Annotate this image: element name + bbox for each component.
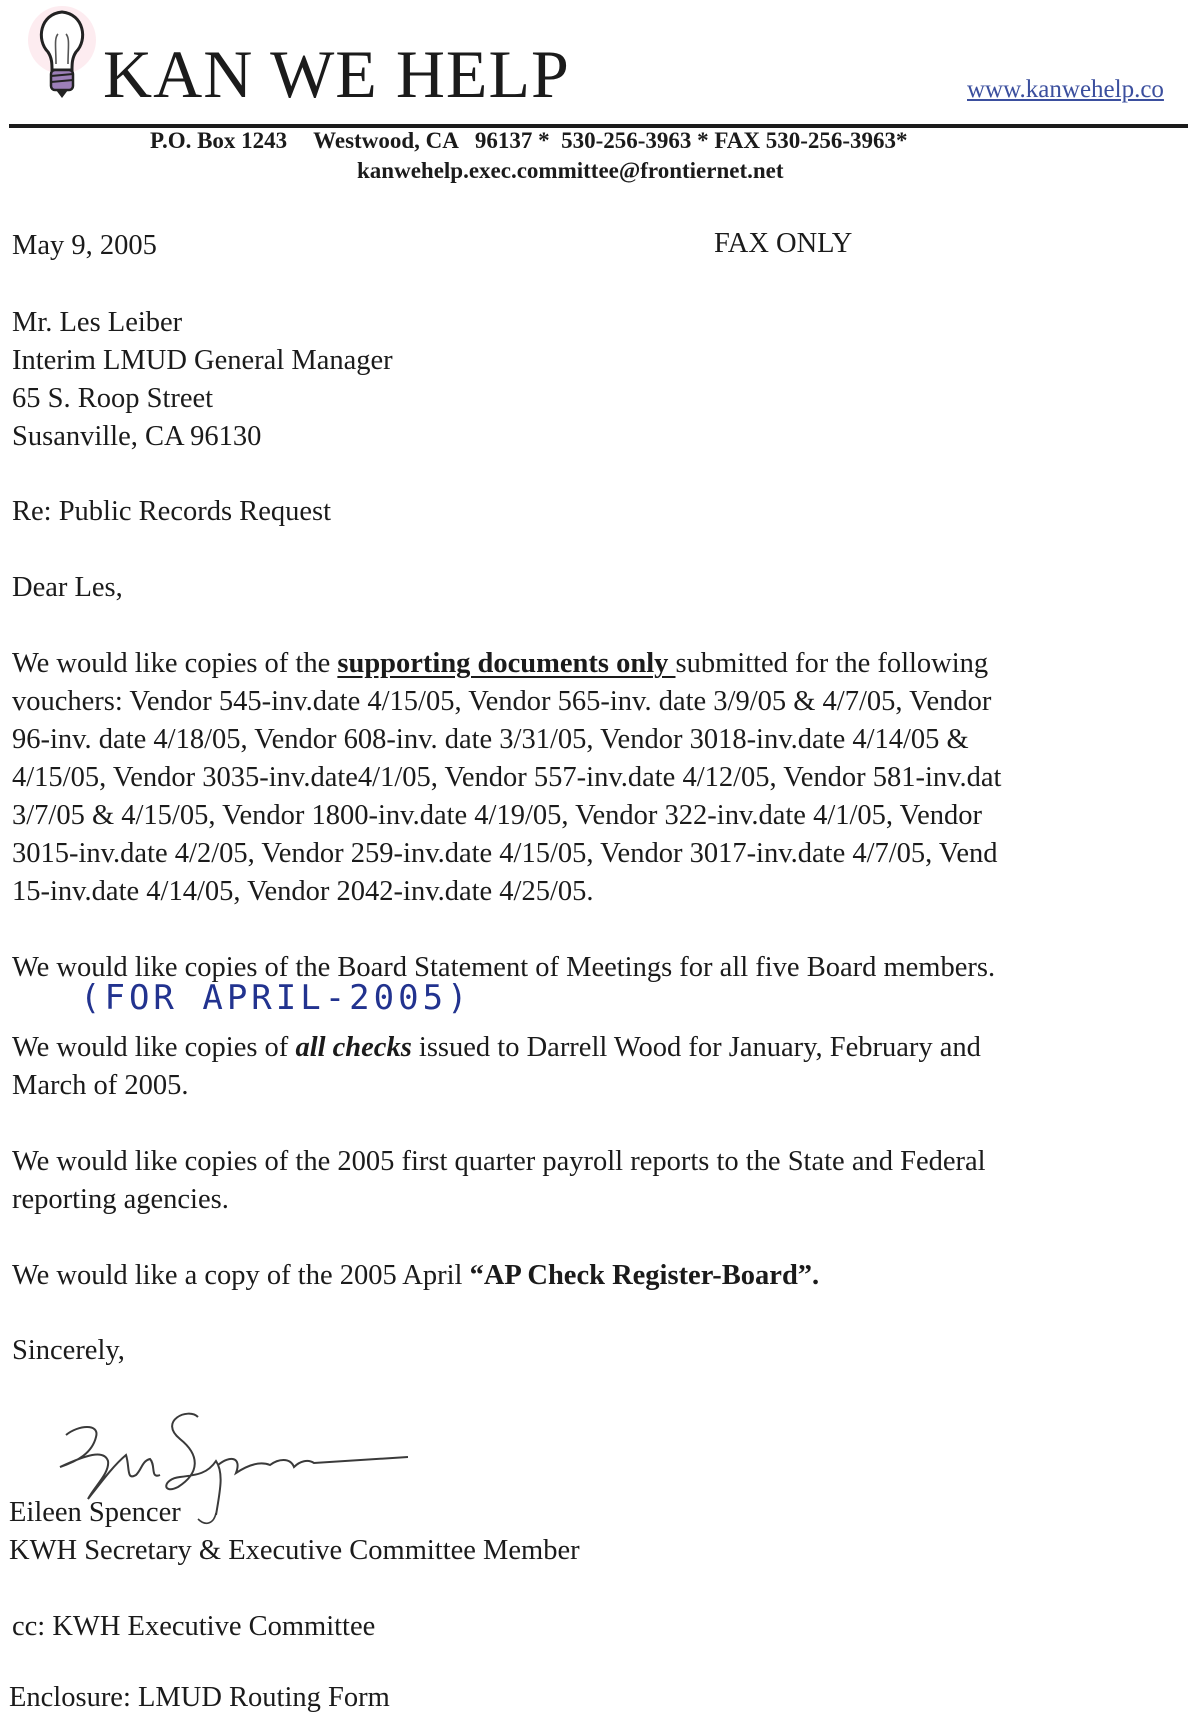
recipient-title: Interim LMUD General Manager <box>12 345 393 376</box>
recipient-street: 65 S. Roop Street <box>12 383 214 414</box>
recipient-city: Susanville, CA 96130 <box>12 421 262 452</box>
paragraph-5 <box>12 1258 819 1294</box>
address-phone: Westwood, CA 96137 * 530-256-3963 * FAX 530-256-3963* <box>313 128 908 153</box>
p3-start: We would like copies of <box>12 1032 296 1063</box>
organization-name: KAN WE HELP <box>103 36 570 112</box>
paragraph-1-line-5: 3/7/05 & 4/15/05, Vendor 1800-inv.date 4/19/05, Vendor 322-inv.date 4/1/05, Vendor <box>12 800 982 831</box>
p5-start: We would like a copy of the 2005 April <box>12 1260 470 1291</box>
paragraph-2: We would like copies of the Board Statement of Meetings for all five Board members. <box>12 952 996 983</box>
p1-emphasis: supporting documents only <box>337 648 676 679</box>
p3-rest: issued to Darrell Wood for January, February and <box>411 1032 981 1063</box>
paragraph-1-line-7: 15-inv.date 4/14/05, Vendor 2042-inv.date 4/25/05. <box>12 876 594 907</box>
delivery-method: FAX ONLY <box>714 228 853 259</box>
email-address: kanwehelp.exec.committee@frontiernet.net <box>357 158 784 183</box>
paragraph-1-line-6: 3015-inv.date 4/2/05, Vendor 259-inv.date 4/15/05, Vendor 3017-inv.date 4/7/05, Vend <box>12 838 998 869</box>
paragraph-3-line-1 <box>12 1030 981 1066</box>
po-box: P.O. Box 1243 <box>150 128 288 153</box>
paragraph-1-line-2: vouchers: Vendor 545-inv.date 4/15/05, Vendor 565-inv. date 3/9/05 & 4/7/05, Vendor <box>12 686 992 717</box>
salutation: Dear Les, <box>12 572 123 603</box>
subject-line: Re: Public Records Request <box>12 496 331 527</box>
p1-start: We would like copies of the <box>12 648 338 679</box>
paragraph-1-line-1 <box>12 646 988 682</box>
signer-title: KWH Secretary & Executive Committee Member <box>9 1535 580 1566</box>
paragraph-1-line-4: 4/15/05, Vendor 3035-inv.date4/1/05, Vendor 557-inv.date 4/12/05, Vendor 581-inv.dat <box>12 762 1002 793</box>
handwritten-annotation: (FOR APRIL-2005) <box>80 978 472 1018</box>
p1-rest: submitted for the following <box>675 648 989 679</box>
closing: Sincerely, <box>12 1335 125 1366</box>
paragraph-1-line-3: 96-inv. date 4/18/05, Vendor 608-inv. date 3/31/05, Vendor 3018-inv.date 4/14/05 & <box>12 724 969 755</box>
lightbulb-icon <box>26 4 100 108</box>
signer-name: Eileen Spencer <box>9 1497 181 1528</box>
cc-line: cc: KWH Executive Committee <box>12 1611 376 1642</box>
paragraph-3-line-2: March of 2005. <box>12 1070 189 1101</box>
p3-emphasis: all checks <box>295 1032 412 1063</box>
enclosure-line: Enclosure: LMUD Routing Form <box>9 1682 390 1713</box>
website-link[interactable]: www.kanwehelp.co <box>967 76 1164 103</box>
paragraph-4-line-2: reporting agencies. <box>12 1184 229 1215</box>
contact-line <box>150 128 908 154</box>
paragraph-4-line-1: We would like copies of the 2005 first quarter payroll reports to the State and Federal <box>12 1146 986 1177</box>
recipient-name: Mr. Les Leiber <box>12 307 183 338</box>
letter-date: May 9, 2005 <box>12 230 157 261</box>
p5-emphasis: “AP Check Register-Board”. <box>469 1260 820 1291</box>
